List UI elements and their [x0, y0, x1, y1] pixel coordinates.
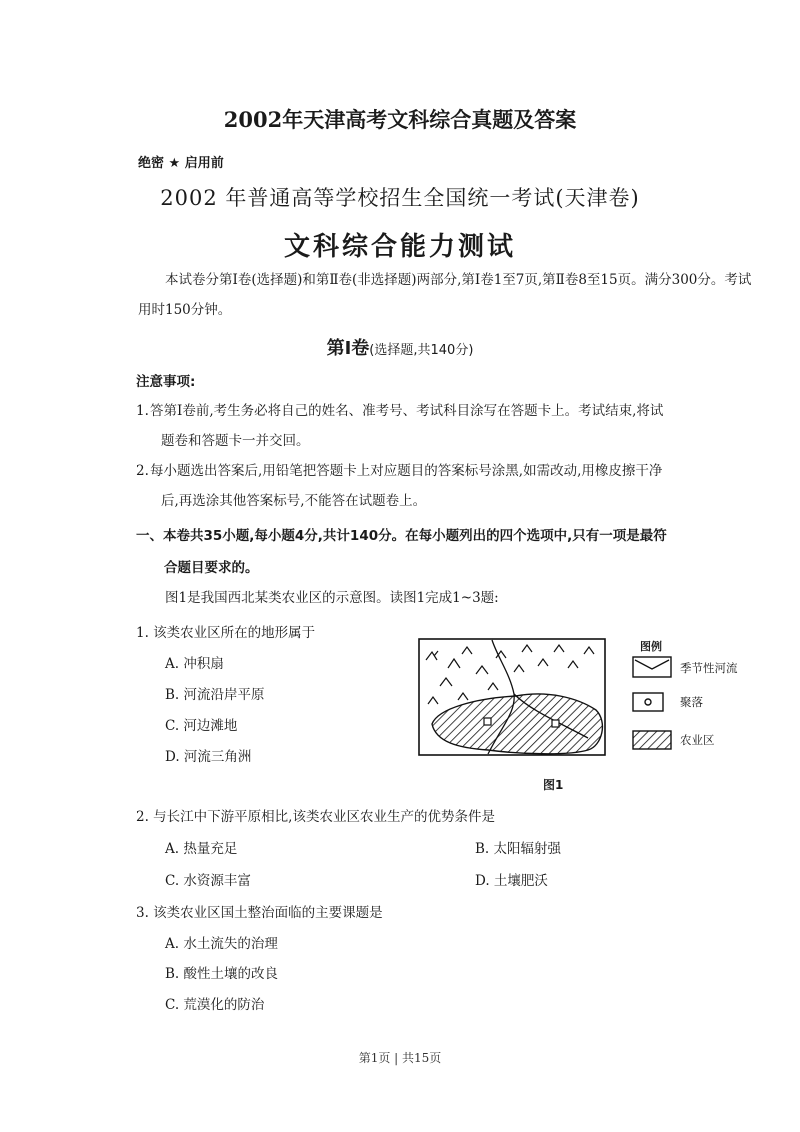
notice-item-text: 每小题选出答案后,用铅笔把答题卡上对应题目的答案标号涂黑,如需改动,用橡皮擦干净: [150, 463, 663, 479]
answer-option: A. 冲积扇: [165, 656, 224, 672]
part-one-heading: [0, 334, 800, 360]
answer-option: D. 河流三角洲: [165, 749, 252, 765]
exam-name: 2002 年普通高等学校招生全国统一考试(天津卷): [160, 186, 640, 210]
answer-option: C. 河边滩地: [165, 718, 238, 734]
notice-item: [136, 456, 761, 516]
legend-label: 季节性河流: [680, 661, 738, 675]
figure-1-map: [418, 638, 608, 758]
section-one-instructions: [136, 520, 764, 584]
answer-option: B. 酸性土壤的改良: [165, 966, 279, 982]
notice-item-text-cont: 后,再选涂其他答案标号,不能答在试题卷上。: [161, 493, 427, 509]
seasonal-river-icon: [632, 656, 672, 678]
settlement-marker: [484, 718, 491, 725]
question-stem: 1. 该类农业区所在的地形属于: [136, 625, 316, 641]
settlement-marker: [552, 720, 559, 727]
section-one-line-cont: 合题目要求的。: [164, 560, 259, 576]
notice-item-number: 2.: [136, 463, 149, 479]
settlement-icon: [632, 692, 664, 712]
notice-item-text-cont: 题卷和答题卡一并交回。: [161, 433, 310, 449]
answer-option: D. 土壤肥沃: [475, 873, 548, 889]
question-stem: 3. 该类农业区国土整治面临的主要课题是: [136, 905, 383, 921]
answer-option: B. 河流沿岸平原: [165, 687, 265, 703]
confidential-mark: 绝密 ★ 启用前: [138, 156, 224, 171]
figure-caption: 图1: [543, 778, 564, 792]
notice-item-number: 1.: [136, 403, 149, 419]
figure-lead-text: 图1是我国西北某类农业区的示意图。读图1完成1~3题:: [165, 590, 499, 606]
answer-option: B. 太阳辐射强: [475, 841, 562, 857]
legend-label: 农业区: [680, 733, 715, 747]
answer-option: C. 水资源丰富: [165, 873, 251, 889]
notice-item-text: 答第Ⅰ卷前,考生务必将自己的姓名、准考号、考试科目涂写在答题卡上。考试结束,将试: [150, 403, 664, 419]
part-one-title: 第Ⅰ卷: [326, 338, 370, 359]
subject-title: 文科综合能力测试: [283, 232, 516, 262]
part-one-note: (选择题,共140分): [369, 343, 474, 358]
farmland-hatch-icon: [632, 730, 672, 750]
question-stem: 2. 与长江中下游平原相比,该类农业区农业生产的优势条件是: [136, 809, 495, 825]
legend-label: 聚落: [680, 695, 703, 709]
section-one-line: 一、本卷共35小题,每小题4分,共计140分。在每小题列出的四个选项中,只有一项是最符: [136, 528, 667, 544]
legend-title: 图例: [640, 640, 662, 653]
answer-option: A. 热量充足: [165, 841, 238, 857]
answer-option: C. 荒漠化的防治: [165, 997, 265, 1013]
notice-item: [136, 396, 761, 456]
page-footer: 第1页 | 共15页: [358, 1051, 442, 1065]
document-title: 2002年天津高考文科综合真题及答案: [223, 107, 577, 132]
answer-option: A. 水土流失的治理: [165, 936, 278, 952]
exam-intro: 本试卷分第Ⅰ卷(选择题)和第Ⅱ卷(非选择题)两部分,第Ⅰ卷1至7页,第Ⅱ卷8至15页。满分300分。考试用时150分钟。: [138, 272, 752, 318]
notice-heading: 注意事项:: [136, 374, 196, 390]
